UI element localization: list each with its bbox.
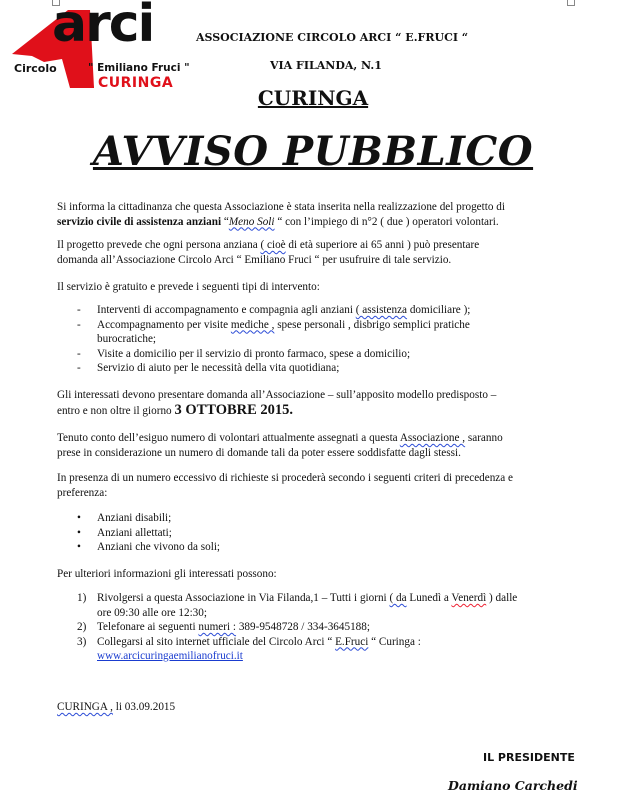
paragraph-info: Per ulteriori informazioni gli interessati possono:	[57, 568, 277, 580]
paragraph-intro	[57, 200, 577, 229]
project-title: Meno Soli	[228, 215, 275, 228]
paragraph-eligibility-line1: Il progetto prevede che ogni persona anziana ( cioè di età superiore ai 65 anni ) può presentare	[57, 239, 480, 251]
date-line	[57, 700, 577, 715]
paragraph-intro-line1: Si informa la cittadinanza che questa Associazione è stata inserita nella realizzazione del progetto di	[57, 201, 505, 213]
document-title: AVVISO PUBBLICO	[92, 128, 534, 175]
date-place: CURINGA ,	[57, 701, 113, 713]
deadline-date: 3 OTTOBRE 2015.	[174, 401, 294, 418]
association-address: VIA FILANDA, N.1	[270, 59, 382, 72]
association-name: ASSOCIAZIONE CIRCOLO ARCI “ E.FRUCI “	[196, 31, 469, 44]
arci-logo	[10, 0, 190, 92]
contacts-list	[57, 591, 577, 664]
paragraph-volunteers-line1: Tenuto conto dell’esiguo numero di volontari attualmente assegnati a questa Associazione , saranno	[57, 432, 503, 444]
list-item: - Accompagnamento per visite mediche , spese personali , disbrigo semplici pratiche	[77, 318, 470, 331]
criteria-list	[57, 511, 577, 555]
list-item: • Anziani allettati;	[77, 526, 172, 539]
logo-circolo: Circolo	[14, 62, 57, 75]
paragraph-criteria	[57, 471, 577, 500]
website-link[interactable]: www.arcicuringaemilianofruci.it	[97, 650, 243, 662]
date-value: li 03.09.2015	[112, 701, 176, 713]
paragraph-eligibility-line2: domanda all’Associazione Circolo Arci “ Emiliano Fruci “ per usufruire di tale servizio.	[57, 253, 452, 266]
paragraph-deadline-line1: Gli interessati devono presentare domanda all’Associazione – sull’apposito modello predisposto –	[57, 389, 497, 401]
list-item: - Visite a domicilio per il servizio di pronto farmaco, spese a domicilio;	[77, 347, 411, 360]
town-heading: CURINGA	[257, 86, 369, 110]
logo-town: CURINGA	[98, 75, 174, 91]
list-item: - Servizio di aiuto per le necessità della vita quotidiana;	[77, 362, 340, 374]
signer-name: Damiano Carchedi	[448, 778, 578, 793]
list-item: - Interventi di accompagnamento e compagnia agli anziani ( assistenza domiciliare );	[77, 304, 471, 316]
paragraph-volunteers-line2: prese in considerazione un numero di domande tali da poter essere soddisfatte dagli stessi.	[57, 446, 461, 459]
paragraph-eligibility	[57, 238, 577, 267]
interventions-list	[57, 303, 577, 376]
list-item: 3) Collegarsi al sito internet ufficiale del Circolo Arci “ E.Fruci “ Curinga : www.arcicuringaemilianofruci.it	[77, 635, 421, 662]
paragraph-deadline	[57, 388, 577, 418]
paragraph-services-intro: Il servizio è gratuito e prevede i seguenti tipi di intervento:	[57, 281, 320, 293]
paragraph-intro-line2: servizio civile di assistenza anziani “Meno Soli “ con l’impiego di n°2 ( due ) operatori volontari.	[57, 215, 499, 228]
list-item: • Anziani che vivono da soli;	[77, 541, 221, 553]
list-item: • Anziani disabili;	[77, 512, 172, 524]
logo-name: " Emiliano Fruci "	[88, 62, 190, 74]
paragraph-criteria-line1: In presenza di un numero eccessivo di richieste si procederà secondo i seguenti criteri di precedenza e	[57, 472, 514, 484]
paragraph-criteria-line2: preferenza:	[57, 486, 108, 499]
list-item: burocratiche;	[97, 333, 157, 345]
paragraph-volunteers	[57, 431, 577, 460]
logo-word: arci	[52, 0, 154, 54]
project-name: servizio civile di assistenza anziani	[57, 215, 222, 228]
president-label: IL PRESIDENTE	[483, 751, 575, 764]
list-item: 2) Telefonare ai seguenti numeri : 389-9548728 / 334-3645188;	[77, 621, 370, 633]
list-item: 1) Rivolgersi a questa Associazione in Via Filanda,1 – Tutti i giorni ( da Lunedì a Venerdì ) dalle ore 09:30 alle ore 12:30;	[77, 592, 518, 619]
corner-mark-right	[567, 0, 575, 6]
paragraph-deadline-line2: entro e non oltre il giorno 3 OTTOBRE 2015.	[57, 401, 294, 418]
